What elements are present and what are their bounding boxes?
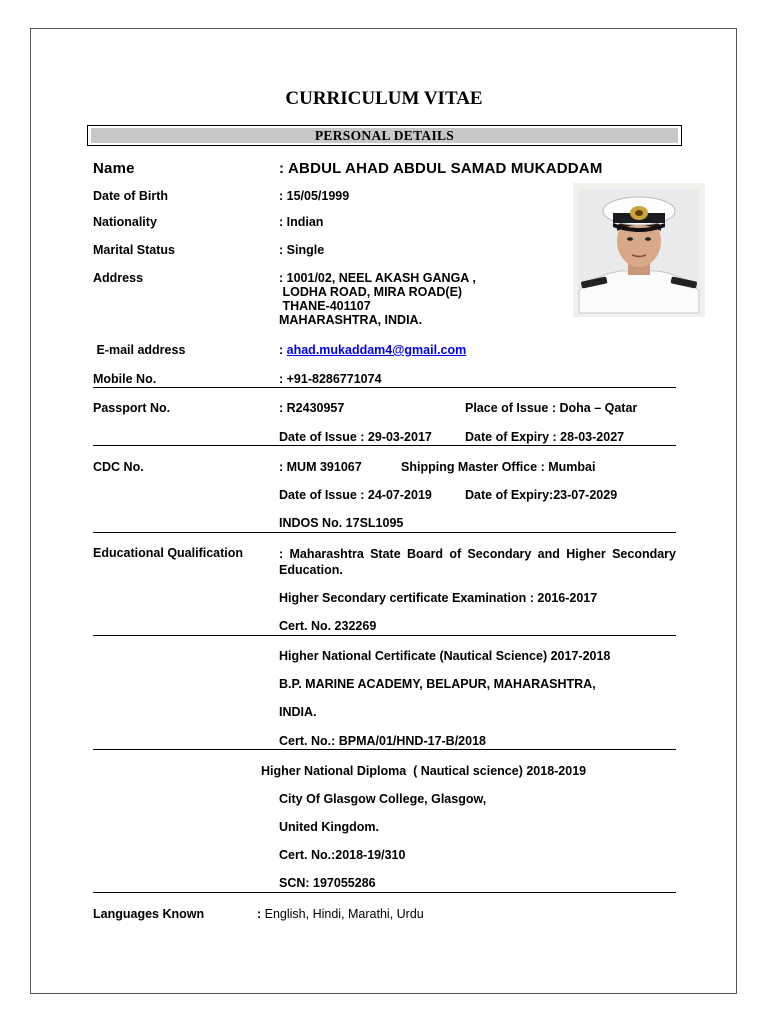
- section-header: PERSONAL DETAILS: [91, 128, 678, 143]
- nationality-value: : Indian: [279, 215, 324, 229]
- email-label: E-mail address: [93, 343, 186, 357]
- address-label: Address: [93, 271, 144, 285]
- email-link[interactable]: ahad.mukaddam4@gmail.com: [286, 343, 467, 357]
- divider: [93, 445, 676, 446]
- education-hsc: Higher Secondary certificate Examination : 2016-2017: [279, 591, 598, 605]
- cdc-number: : MUM 391067: [279, 460, 362, 474]
- education-board: : Maharashtra State Board of Secondary and Higher Secondary Education.: [279, 547, 676, 577]
- dob-label: Date of Birth: [93, 189, 168, 203]
- mobile-value: : +91-8286771074: [279, 372, 382, 386]
- education-hsc-cert: Cert. No. 232269: [279, 619, 377, 633]
- indos-number: INDOS No. 17SL1095: [279, 516, 404, 530]
- portrait-photo-icon: [573, 183, 705, 317]
- education-hnd: Higher National Diploma ( Nautical science) 2018-2019: [261, 764, 587, 778]
- languages-prefix: :: [257, 907, 265, 921]
- section-header-box: [87, 125, 682, 146]
- education-hnc: Higher National Certificate (Nautical Science) 2017-2018: [279, 649, 611, 663]
- divider: [93, 635, 676, 636]
- cdc-office: Shipping Master Office : Mumbai: [401, 460, 596, 474]
- address-line-4: MAHARASHTRA, INDIA.: [279, 313, 423, 327]
- passport-number: : R2430957: [279, 401, 345, 415]
- address-line-1: : 1001/02, NEEL AKASH GANGA ,: [279, 271, 476, 285]
- name-value: : ABDUL AHAD ABDUL SAMAD MUKADDAM: [279, 160, 603, 177]
- education-label: Educational Qualification: [93, 546, 244, 560]
- passport-place: Place of Issue : Doha – Qatar: [465, 401, 638, 415]
- marital-value: : Single: [279, 243, 325, 257]
- languages-label: Languages Known: [93, 907, 205, 921]
- cdc-expiry: Date of Expiry:23-07-2029: [465, 488, 618, 502]
- divider: [93, 532, 676, 533]
- passport-label: Passport No.: [93, 401, 171, 415]
- languages-row: [257, 907, 424, 921]
- document-title: CURRICULUM VITAE: [285, 88, 483, 109]
- cdc-label: CDC No.: [93, 460, 144, 474]
- education-hnd-country: United Kingdom.: [279, 820, 379, 834]
- nationality-label: Nationality: [93, 215, 157, 229]
- education-hnc-country: INDIA.: [279, 705, 317, 719]
- dob-value: : 15/05/1999: [279, 189, 350, 203]
- education-scn: SCN: 197055286: [279, 876, 376, 890]
- divider: [93, 892, 676, 893]
- address-line-2: LODHA ROAD, MIRA ROAD(E): [279, 285, 463, 299]
- divider: [93, 387, 676, 388]
- education-hnd-cert: Cert. No.:2018-19/310: [279, 848, 406, 862]
- email-prefix: :: [279, 343, 287, 357]
- education-hnc-cert: Cert. No.: BPMA/01/HND-17-B/2018: [279, 734, 486, 748]
- mobile-label: Mobile No.: [93, 372, 157, 386]
- address-line-3: THANE-401107: [279, 299, 371, 313]
- cdc-issue: Date of Issue : 24-07-2019: [279, 488, 432, 502]
- portrait-photo: [573, 183, 705, 317]
- name-label: Name: [93, 160, 135, 177]
- divider: [93, 749, 676, 750]
- passport-issue: Date of Issue : 29-03-2017: [279, 430, 432, 444]
- education-hnd-school: City Of Glasgow College, Glasgow,: [279, 792, 487, 806]
- languages-value: English, Hindi, Marathi, Urdu: [264, 907, 424, 921]
- education-hnc-school: B.P. MARINE ACADEMY, BELAPUR, MAHARASHTRA,: [279, 677, 596, 691]
- marital-label: Marital Status: [93, 243, 175, 257]
- email-row: [279, 343, 466, 357]
- passport-expiry: Date of Expiry : 28-03-2027: [465, 430, 625, 444]
